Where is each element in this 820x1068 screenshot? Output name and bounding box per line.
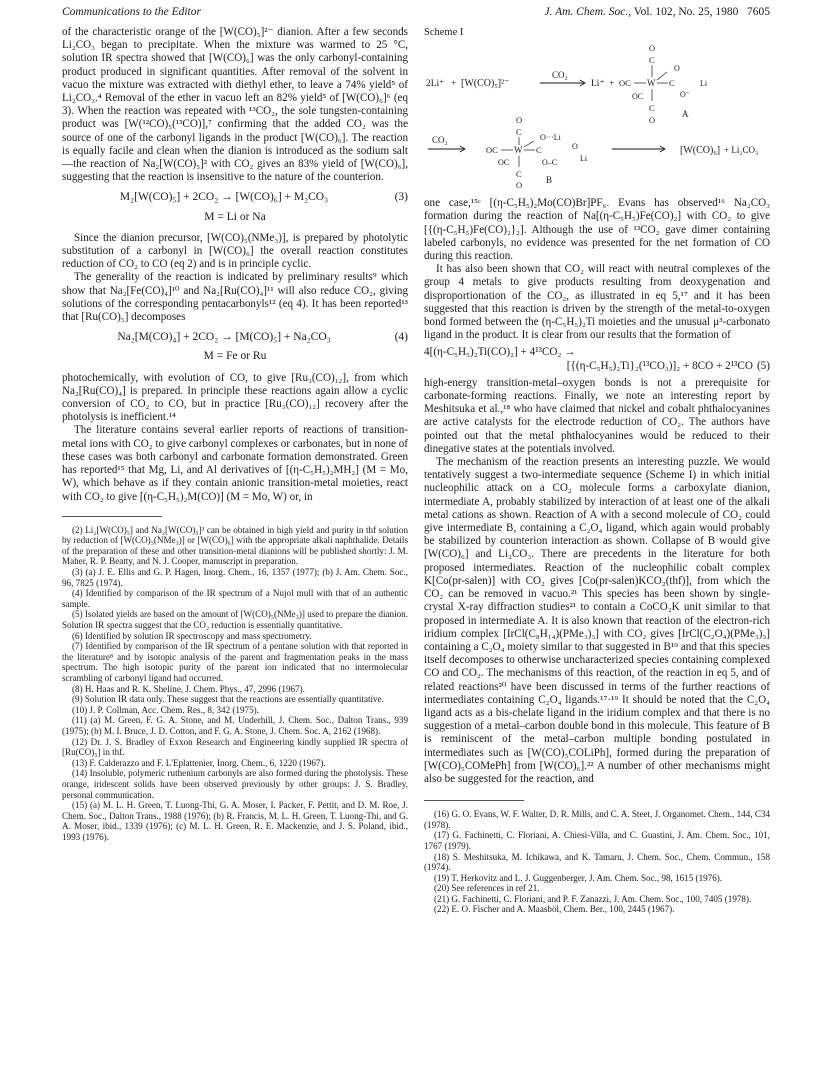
equation-3-condition: M = Li or Na	[204, 210, 266, 223]
equation-3	[62, 191, 408, 204]
scheme-b-c-bot: C	[516, 169, 522, 180]
footnote: (7) Identified by comparison of the IR spectrum of a pentane solution with that reported in the literature⁸ and by isotopic analysis of the parent and fragmentation peaks in the mass spectrum. The high isotopic purity of the parent ion indicated that no intermolecular scrambling of carbonyl ligand had occurred.	[62, 641, 408, 684]
scheme-a-oc2: OC	[632, 92, 644, 102]
equation-3-body: M₂[W(CO)₅] + 2CO₂ → [W(CO)₆] + M₂CO₃	[119, 191, 329, 204]
body-paragraph: It has also been shown that CO₂ will react with neutral complexes of the group 4 metals to give products resulting from deoxygenation and disproportionation of the CO₂, as illustrated in eq 5,¹⁷ and it has been suggested that this reaction is driven by the strength of the metal-to-oxygen bond formed between the (η-C₅H₅)₂Ti moieties and the unusual μ³-carbonato ligand in the product. It is clear from our results that the formation of	[424, 263, 770, 342]
scheme-b-oc-link: O–C	[542, 158, 558, 168]
body-paragraph: high-energy transition-metal–oxygen bonds is not a prerequisite for carbonate-forming reactions. Finally, we note an interesting report by Meshitsuka et al.,¹⁸ who have claimed that nickel and cobalt phthalocyanines are active catalysts for the electrode reduction of CO₂. The authors have pointed out that the metal phthalocyanines would be reduced to their dinegative states at the potentials involved.	[424, 376, 770, 455]
running-head-section: Communications to the Editor	[62, 6, 201, 18]
body-paragraph: The generality of the reaction is indicated by preliminary results⁹ which show that Na₂[Fe(CO)₄]¹⁰ and Na₂[Ru(CO)₄]¹¹ will also reduce CO₂, giving solutions of the corresponding pentacarbonyls¹² (eq 4). It has been reported¹³ that [Ru(CO)₅] decomposes	[62, 271, 408, 324]
footnote: (14) Insoluble, polymeric ruthenium carbonyls are also formed during the photolysis. These orange, iridescent solids have been observed previously by other groups: J. S. Bradley, personal communication.	[62, 768, 408, 800]
right-column	[424, 26, 770, 915]
scheme-a-w: W	[647, 78, 656, 89]
scheme-a-oc: OC	[619, 78, 631, 89]
scheme-a-o-top: O	[649, 43, 656, 54]
scheme-a-li: Li	[700, 79, 708, 89]
footnote: (6) Identified by solution IR spectroscopy and mass spectrometry.	[72, 630, 312, 641]
equation-4-body: Na₂[M(CO)₄] + 2CO₂ → [M(CO)₅] + Na₂CO₃	[117, 331, 331, 344]
scheme-plus: +	[451, 79, 457, 90]
footnote: (22) E. O. Fischer and A. Maasböl, Chem. Ber., 100, 2445 (1967).	[434, 904, 675, 915]
running-head-journal	[544, 6, 770, 18]
equation-5-body: [{(η-C₅H₅)₂Ti}₂(¹³CO₃)]₂ + 8CO + 2¹³CO	[566, 359, 753, 372]
footnote: (18) S. Meshitsuka, M. Ichikawa, and K. Tamaru, J. Chem. Soc., Chem. Commun., 158 (1974).	[424, 851, 770, 873]
scheme-li-plus: Li⁺	[591, 79, 605, 90]
scheme-dianion: [W(CO)₅]²⁻	[461, 78, 510, 90]
footnote-divider	[62, 516, 162, 517]
scheme-a-o2: O⁻	[680, 90, 690, 100]
scheme-b-w: W	[514, 145, 523, 156]
footnote: (21) G. Fachinetti, C. Floriani, and P. F. Zanazzi, J. Am. Chem. Soc., 100, 7405 (1978).	[434, 893, 752, 904]
footnote-divider	[424, 800, 524, 801]
left-column	[62, 26, 408, 843]
body-paragraph: Since the dianion precursor, [W(CO)₅(NMe₃)], is prepared by photolytic substitution of a carbonyl in [W(CO)₆] the overall reaction constitutes reduction of CO₂ to CO (eq 2) and is in principle cyclic.	[62, 231, 408, 271]
equation-4-number: (4)	[394, 331, 408, 344]
scheme-plus-2: +	[609, 79, 615, 90]
scheme-b-o-top: O	[516, 115, 523, 126]
equation-5-line2	[424, 360, 770, 373]
scheme-b-c-top: C	[516, 127, 522, 138]
equation-5-number: (5)	[756, 359, 770, 372]
footnote: (16) G. O. Evans, W. F. Walter, D. R. Mills, and C. A. Steet, J. Organomet. Chem., 144, C34 (1978).	[424, 809, 770, 830]
footnote: (3) (a) J. E. Ellis and G. P. Hagen, Inorg. Chem., 16, 1357 (1977); (b) J. Am. Chem. Soc., 96, 7825 (1974).	[62, 567, 408, 588]
scheme-label-a: A	[682, 109, 689, 120]
scheme-b-li: Li	[580, 154, 588, 164]
volume-issue: Vol. 102, No. 25, 1980	[633, 6, 739, 18]
scheme-label-b: B	[546, 175, 553, 186]
scheme-b-oc2: OC	[498, 158, 510, 168]
footnote: (4) Identified by comparison of the IR spectrum of a Nujol mull with that of an authentic sample.	[62, 588, 408, 609]
footnote: (17) G. Fachinetti, C. Floriani, A. Chiesi-Villa, and C. Guastini, J. Am. Chem. Soc., 101, 1767 (1979).	[424, 830, 770, 851]
scheme-li2: 2Li⁺	[426, 79, 445, 90]
scheme-a-o1: O	[674, 64, 680, 74]
footnote: (12) Dr. J. S. Bradley of Exxon Research and Engineering kindly supplied IR spectra of [Ru(CO)₅] in thf.	[62, 736, 408, 758]
scheme-co2-reagent: CO₂	[552, 70, 568, 81]
scheme-co2-reagent-2: CO₂	[432, 135, 448, 146]
scheme-a-c: C	[669, 78, 675, 89]
page-number: 7605	[747, 6, 770, 18]
scheme-a-c-top: C	[649, 55, 655, 66]
footnote: (13) F. Calderazzo and F. L'Eplattenier, Inorg. Chem., 6, 1220 (1967).	[72, 757, 326, 768]
equation-3-number: (3)	[394, 191, 408, 204]
footnote: (15) (a) M. L. H. Green, T. Luong-Thi, G. A. Moser, I. Packer, F. Pettit, and D. M. Roe, J. Chem. Soc., Dalton Trans., 1988 (1976); (b) R. Francis, M. L. H. Green, T. Luong-Thi, and G. A. Moser, ibid., 1339 (1976); (c) M. L. H. Green, R. E. Mackenzie, and J. S. Poland, ibid., 1993 (1976).	[62, 800, 408, 842]
footnote: (8) H. Haas and R. K. Sheline, J. Chem. Phys., 47, 2996 (1967).	[72, 683, 305, 694]
equation-4-condition: M = Fe or Ru	[203, 350, 267, 363]
footnote: (9) Solution IR data only. These suggest that the reactions are essentially quantitative.	[72, 694, 384, 705]
footnote: (11) (a) M. Green, F. G. A. Stone, and M. Underhill, J. Chem. Soc., Dalton Trans., 939 (1975); (b) M. I. Bruce, J. D. Cotton, and F. G. A. Stone, J. Chem. Soc. A, 2162 (1968).	[62, 715, 408, 736]
body-paragraph: The literature contains several earlier reports of reactions of transition-metal ions with CO₂ to give carbonyl complexes or carbonates, but in none of these cases was both carbonyl and carbonate formation demonstrated. Green has reported¹⁵ that Mg, Li, and Al derivatives of [(η-C₅H₅)₂MH₂] (M = Mo, W), which behave as if they contain anionic transition-metal moieties, react with CO₂ to give [(η-C₅H₅)₂M(CO)] (M = Mo, W) or, in	[62, 424, 408, 503]
body-paragraph: photochemically, with evolution of CO, to give [Ru₃(CO)₁₂], from which Na₂[Ru(CO)₄] is prepared. In principle these reactions again allow a cyclic conversion of CO₂ to CO, but in practice [Ru₃(CO)₁₂] recovery after the photolysis is inefficient.¹⁴	[62, 371, 408, 424]
body-paragraph: The mechanism of the reaction presents an interesting puzzle. We would tentatively suggest a two-intermediate sequence (Scheme I) in which initial nucleophilic attack on a CO₂ molecule forms a carboxylate dianion, intermediate A, probably stabilized by interaction of at least one of the alkali metal cations as shown. Reaction of A with a second molecule of CO₂ could give intermediate B, containing a C₂O₄ ligand, which again would probably be stabilized by counterion interaction as shown. Collapse of B would give [W(CO)₆] and Li₂CO₃. There are precedents in the literature for both proposed intermediates. Reaction of the nucleophilic cobalt complex K[Co(pr-salen)] with CO₂ gives [Co(pr-salen)KCO₂(thf)], from which the CO₂ can be removed in vacuo.²¹ This species has been shown by single-crystal X-ray diffraction studies²¹ to contain a CoCO₂K unit similar to that proposed in intermediate A. It is also known that reaction of the electron-rich iridium complex [IrCl(C₈H₁₄)(PMe₃)₃] with CO₂ gives [IrCl(C₂O₄)(PMe₃)₃] containing a C₂O₄ moiety similar to that suggested in B¹⁹ and that this species itself decomposes to otherwise uncharacterized species containing complexed CO and CO₂. The mechanisms of this reaction, of the reaction in eq 5, and of related reactions²⁰ have been discussed in terms of the further reactions of intermediates containing C₂O₄ ligands.¹⁷·¹⁹ It should be noted that the C₂O₄ ligand acts as a bis-chelate ligand in the iridium complex and that there is no suggestion of a metal–carbon double bond in this molecule. This feature of B is reminiscent of the metal–carbon multiple bonding postulated in intermediates such as [W(CO)₅COLiPh], formed during the preparation of [W(CO)₅COMePh] from [W(CO)₆].²² A number of other mechanisms might also be suggested for the reaction, and	[424, 456, 770, 785]
equation-4	[62, 331, 408, 344]
body-paragraph: one case,¹⁵ᶜ [(η-C₅H₅)₂Mo(CO)Br]PF₆. Evans has observed¹⁶ Na₂CO₃ formation during the reaction of Na[(η-C₅H₅)Fe(CO)₂] with CO₂ to give [{(η-C₅H₅)Fe(CO)₂}₂]. Although the use of ¹³CO₂ gave dimer containing labeled carbonyls, no evidence was presented for the net formation of CO during this reaction.	[424, 197, 770, 263]
footnote: (5) Isolated yields are based on the amount of [W(CO)₅(NMe₃)] used to prepare the dianion. Solution IR spectra suggest that the CO₂ reduction is essentially quantitative.	[62, 609, 408, 631]
footnote: (19) T. Herkovitz and L. J. Guggenberger, J. Am. Chem. Soc., 98, 1615 (1976).	[434, 872, 723, 883]
scheme-product-li: + Li₂CO₃	[724, 145, 759, 156]
scheme-label: Scheme I	[424, 27, 464, 38]
journal-name: J. Am. Chem. Soc.,	[544, 6, 632, 18]
equation-5-line1: 4[(η-C₅H₅)₂Ti(CO)₂] + 4¹³CO₂ →	[424, 346, 576, 359]
scheme-a-o-bot: O	[649, 115, 656, 126]
scheme-a-c-bot: C	[649, 103, 655, 114]
scheme-b-o-bot: O	[516, 180, 523, 191]
reaction-scheme	[424, 41, 770, 191]
equation-5	[424, 346, 770, 372]
footnote: (10) J. P. Collman, Acc. Chem. Res., 8, 342 (1975).	[72, 704, 259, 715]
footnote: (2) Li₂[W(CO)₅] and Na₂[W(CO)₅]³ can be obtained in high yield and purity in thf solution by reduction of [W(CO)₅(NMe₃)] or [W(CO)₆] with the appropriate alkali naphthalide. Details of the preparation of these and other transition-metal dianions will be published shortly: J. M. Maher, R. P. Beatty, and N. J. Cooper, manuscript in preparation.	[62, 524, 408, 567]
scheme-b-oc: OC	[486, 145, 498, 156]
scheme-b-oli: O···Li	[540, 133, 561, 143]
body-paragraph: of the characteristic orange of the [W(CO)₅]²⁻ dianion. After a few seconds Li₂CO₃ began to precipitate. When the mixture was warmed to 25 °C, solution IR spectra showed that [W(CO)₆] was the only carbonyl-containing product produced in significant quantities. After removal of the solvent in vacuo the mixture was extracted with diethyl ether, to leave a 74% yield⁵ of Li₂CO₃.⁴ Removal of the ether in vacuo left an 82% yield⁵ of [W(CO)₆]⁶ (eq 3). When the reaction was repeated with ¹³CO₂, the sole tungsten-containing product was [W(¹²CO)₅(¹³CO)],⁷ confirming that the added CO₂ was the source of one of the carbonyl ligands in the product [W(CO)₆]. The reaction is equally facile and clean when the dianion is introduced as the sodium salt—the reaction of Na₂[W(CO)₅]² with CO₂ gives an 83% yield of [W(CO)₆], suggesting that the reaction is insensitive to the nature of the counterion.	[62, 26, 408, 184]
scheme-product-w: [W(CO)₆]	[680, 145, 721, 157]
scheme-b-o-right: O	[572, 142, 578, 152]
footnote: (20) See references in ref 21.	[434, 883, 540, 894]
scheme-b-c: C	[536, 145, 542, 156]
